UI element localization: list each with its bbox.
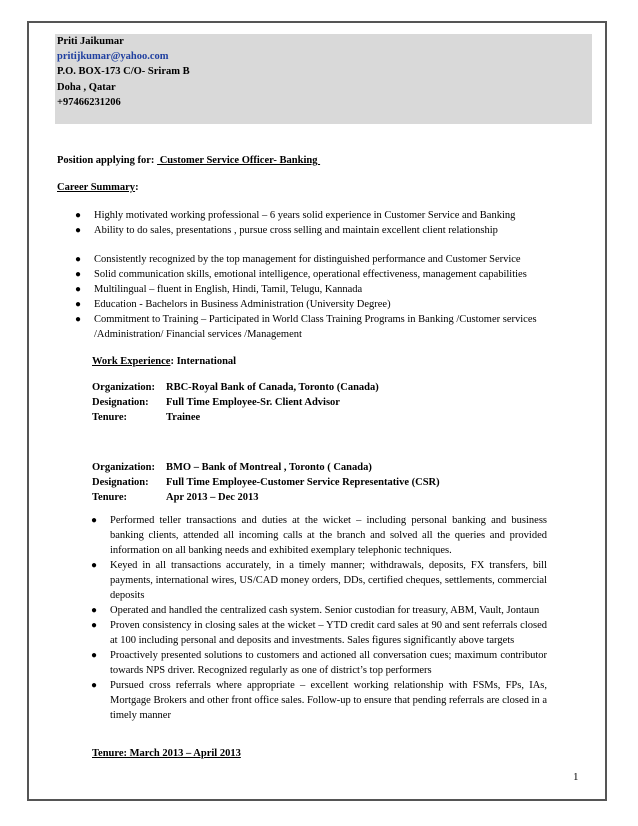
list-item: ● Pursued cross referrals where appropriate – excellent working relationship with FSMs, FPs, IAs, Mortgage Brokers and other front office sales. Follow-up to ensure that pending referrals are closed in a timely manner [91,680,547,721]
position-line [57,153,320,168]
list-item: ● Highly motivated working professional – 6 years solid experience in Customer Service and Banking [75,210,516,221]
career-list-2 [75,252,584,342]
career-summary-title: Career Summary [57,182,136,193]
tenure-2-heading: Tenure: March 2013 – April 2013 [92,748,241,759]
job1-designation-row: Designation: Full Time Employee-Sr. Client Advisor [92,397,340,408]
position-label: Position applying for: [57,155,158,166]
job1-tenure-row: Tenure: Trainee [92,412,201,423]
position-value: Customer Service Officer- Banking [157,155,321,166]
job2-tenure-row: Tenure: Apr 2013 – Dec 2013 [92,492,259,503]
career-summary-colon: : [135,182,139,193]
list-item: ● Consistently recognized by the top management for distinguished performance and Customer Service [75,254,521,265]
work-experience-title: Work Experience [92,356,171,367]
list-item: ● Operated and handled the centralized cash system. Senior custodian for treasury, ABM, Vault, Jontaun [91,605,540,616]
job1-details [92,380,379,425]
job2-organization-row: Organization: BMO – Bank of Montreal , Toronto ( Canada) [92,462,372,473]
contact-phone: +97466231206 [57,96,121,108]
page-number: 1 [573,771,579,783]
job2-duties-list [91,513,547,723]
job2-designation-row: Designation: Full Time Employee-Customer Service Representative (CSR) [92,477,440,488]
career-list-1 [75,208,594,238]
list-item: ● Proactively presented solutions to customers and actioned all conversation cues; maximum contributor towards NPS driver. Recognized regularly as one of district’s top performers [91,650,547,676]
job2-details [92,460,440,505]
list-item: ● Commitment to Training – Participated in World Class Training Programs in Banking /Customer services /Administration/ Financial services /Management [75,314,537,340]
list-item: ● Performed teller transactions and duties at the wicket – including personal banking and business banking clients, attended all incoming calls at the branch and solved all the queries and provided information on all banking needs and exhibited exemplary telephonic techniques. [91,515,547,556]
list-item: ● Multilingual – fluent in English, Hindi, Tamil, Telugu, Kannada [75,284,363,295]
list-item: ● Keyed in all transactions accurately, in a timely manner; withdrawals, deposits, FX transfers, bill payments, international wires, US/CAD money orders, DDs, certified cheques, settlements, commercial deposits [91,560,547,601]
contact-address: P.O. BOX-173 C/O- Sriram B [57,66,190,78]
contact-email[interactable]: pritijkumar@yahoo.com [57,51,169,63]
work-experience-type: : International [170,356,237,367]
career-summary-heading [57,180,139,195]
list-item: ● Solid communication skills, emotional intelligence, operational effectiveness, management capabilities [75,269,527,280]
contact-header [55,34,592,124]
contact-city: Doha , Qatar [57,81,116,93]
list-item: ● Ability to do sales, presentations , pursue cross selling and maintain excellent client relationship [75,225,498,236]
job1-organization-row: Organization: RBC-Royal Bank of Canada, Toronto (Canada) [92,382,379,393]
list-item: ● Proven consistency in closing sales at the wicket – YTD credit card sales at 90 and sent referrals closed at 100 including personal and deposits and investments. Sales figures significantly above targets [91,620,547,646]
work-experience-heading [92,354,236,369]
list-item: ● Education - Bachelors in Business Administration (University Degree) [75,299,391,310]
contact-name: Priti Jaikumar [57,36,124,47]
